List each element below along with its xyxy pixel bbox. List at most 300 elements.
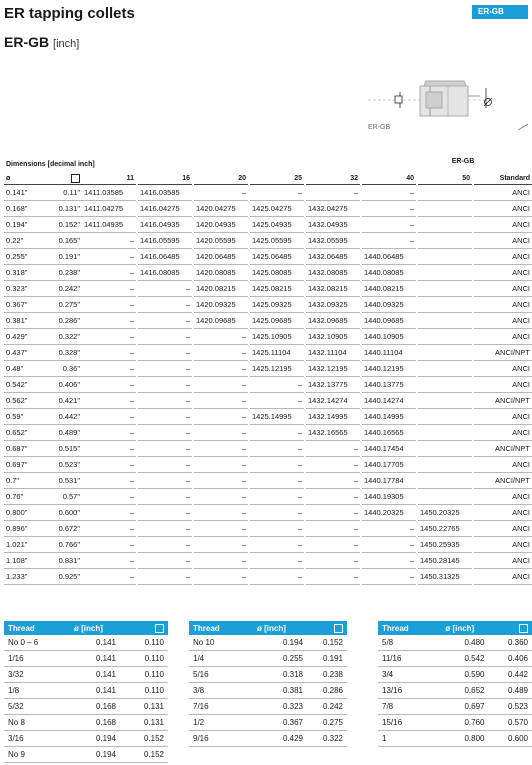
table-cell: [418, 377, 472, 393]
table-cell: –: [306, 185, 360, 201]
table-cell: 1425.14995: [250, 409, 304, 425]
thread-table-3: [378, 621, 532, 747]
table-cell: –: [250, 521, 304, 537]
thread-row: [189, 715, 347, 731]
table-cell: 0.652": [4, 425, 46, 441]
thread-cell: 0.141: [70, 635, 120, 651]
table-cell: 1411.04935: [82, 217, 136, 233]
table-row: [4, 329, 532, 345]
col-square: [489, 621, 532, 635]
table-cell: –: [362, 217, 416, 233]
table-cell: 1440.06485: [362, 249, 416, 265]
table-cell: 1420.08085: [194, 265, 248, 281]
square-icon: [519, 624, 528, 633]
subtitle-text: ER-GB: [4, 34, 50, 50]
thread-cell: 0.323: [253, 699, 307, 715]
thread-cell: 0.131: [120, 715, 168, 731]
thread-cell: 0.131: [120, 699, 168, 715]
table-cell: 0.766": [46, 537, 82, 553]
col-50: 50: [418, 172, 472, 185]
thread-cell: 7/8: [378, 699, 441, 715]
table-cell: 0.531": [46, 473, 82, 489]
table-cell: –: [82, 537, 136, 553]
table-row: [4, 457, 532, 473]
table-cell: 1440.17454: [362, 441, 416, 457]
thread-row: [378, 651, 532, 667]
table-cell: –: [138, 377, 192, 393]
table-row: [4, 185, 532, 201]
table-cell: ANCI: [474, 489, 532, 505]
table-cell: –: [194, 329, 248, 345]
col-inch: ø [inch]: [441, 621, 488, 635]
thread-row: [189, 651, 347, 667]
thread-row: [4, 699, 168, 715]
thread-cell: 5/16: [189, 667, 253, 683]
table-cell: 0.687": [4, 441, 46, 457]
table-cell: ANCI: [474, 569, 532, 585]
table-cell: 0.57": [46, 489, 82, 505]
thread-cell: 0.800: [441, 731, 488, 747]
thread-row: [189, 699, 347, 715]
table-cell: –: [306, 457, 360, 473]
table-cell: 1420.09325: [194, 297, 248, 313]
table-row: [4, 441, 532, 457]
table-row: [4, 569, 532, 585]
table-row: [4, 425, 532, 441]
thread-cell: 15/16: [378, 715, 441, 731]
table-cell: –: [250, 505, 304, 521]
col-diameter: ø: [4, 172, 46, 185]
table-cell: 0.242": [46, 281, 82, 297]
table-cell: 0.421": [46, 393, 82, 409]
table-cell: –: [194, 569, 248, 585]
table-cell: [418, 249, 472, 265]
col-thread: Thread: [4, 621, 70, 635]
table-cell: ANCI: [474, 425, 532, 441]
table-cell: 0.406": [46, 377, 82, 393]
table-cell: –: [306, 521, 360, 537]
table-cell: –: [82, 345, 136, 361]
table-cell: –: [194, 537, 248, 553]
table-cell: 1411.04275: [82, 201, 136, 217]
table-cell: 1450.31325: [418, 569, 472, 585]
collet-table: [4, 172, 532, 585]
table-cell: 1425.06485: [250, 249, 304, 265]
table-cell: 1420.04275: [194, 201, 248, 217]
thread-cell: 0.406: [489, 651, 532, 667]
thread-cell: 13/16: [378, 683, 441, 699]
thread-cell: 0.760: [441, 715, 488, 731]
table-cell: 1416.04935: [138, 217, 192, 233]
table-cell: [418, 425, 472, 441]
table-cell: –: [138, 457, 192, 473]
table-cell: [418, 185, 472, 201]
col-20: 20: [194, 172, 248, 185]
table-cell: ANCI: [474, 249, 532, 265]
table-cell: 1425.04275: [250, 201, 304, 217]
table-cell: 1440.19305: [362, 489, 416, 505]
table-row: [4, 297, 532, 313]
table-cell: 1440.10905: [362, 329, 416, 345]
col-standard: Standard: [474, 172, 532, 185]
table-cell: 1432.04275: [306, 201, 360, 217]
thread-table-header: [189, 621, 347, 635]
table-cell: 0.523": [46, 457, 82, 473]
thread-cell: 0.152: [120, 747, 168, 763]
table-cell: –: [138, 393, 192, 409]
table-cell: 1450.25935: [418, 537, 472, 553]
table-cell: 1432.04935: [306, 217, 360, 233]
table-cell: 1416.03585: [138, 185, 192, 201]
table-cell: –: [82, 425, 136, 441]
table-cell: 1432.08085: [306, 265, 360, 281]
thread-cell: 0.168: [70, 715, 120, 731]
col-square: [307, 621, 347, 635]
table-cell: –: [82, 249, 136, 265]
table-cell: –: [250, 441, 304, 457]
table-row: [4, 313, 532, 329]
table-cell: –: [362, 569, 416, 585]
table-cell: 1425.09685: [250, 313, 304, 329]
table-cell: 1432.13775: [306, 377, 360, 393]
col-11: 11: [82, 172, 136, 185]
thread-cell: 0.480: [441, 635, 488, 651]
table-cell: 1432.09325: [306, 297, 360, 313]
table-cell: 0.11": [46, 185, 82, 201]
table-cell: ANCI: [474, 329, 532, 345]
thread-table-1: [4, 621, 168, 763]
table-cell: –: [138, 345, 192, 361]
subtitle-unit: [inch]: [53, 38, 80, 50]
square-icon: [155, 624, 164, 633]
thread-cell: 3/8: [189, 683, 253, 699]
thread-cell: 0.152: [120, 731, 168, 747]
table-cell: ANCI/NPT: [474, 473, 532, 489]
table-cell: –: [306, 537, 360, 553]
table-cell: [418, 313, 472, 329]
thread-row: [4, 667, 168, 683]
table-row: [4, 377, 532, 393]
table-cell: 0.697": [4, 457, 46, 473]
thread-row: [378, 699, 532, 715]
table-cell: 1425.09325: [250, 297, 304, 313]
table-cell: 0.442": [46, 409, 82, 425]
table-cell: [418, 489, 472, 505]
thread-cell: 5/8: [378, 635, 441, 651]
table-cell: –: [138, 441, 192, 457]
table-cell: –: [250, 489, 304, 505]
table-cell: 1.108": [4, 553, 46, 569]
table-cell: 1432.16565: [306, 425, 360, 441]
table-cell: 0.48": [4, 361, 46, 377]
square-icon: [334, 624, 343, 633]
table-cell: –: [82, 521, 136, 537]
thread-cell: No 0 – 6: [4, 635, 70, 651]
table-cell: ANCI: [474, 457, 532, 473]
thread-cell: 0.110: [120, 635, 168, 651]
thread-cell: 1/2: [189, 715, 253, 731]
table-cell: –: [138, 409, 192, 425]
col-thread: Thread: [378, 621, 441, 635]
thread-cell: 1/4: [189, 651, 253, 667]
table-cell: [418, 441, 472, 457]
table-cell: 1440.09685: [362, 313, 416, 329]
thread-cell: 0.360: [489, 635, 532, 651]
table-cell: [418, 473, 472, 489]
table-cell: ANCI: [474, 537, 532, 553]
thread-cell: 3/16: [4, 731, 70, 747]
table-cell: –: [250, 425, 304, 441]
table-cell: 0.191": [46, 249, 82, 265]
table-cell: 1420.05595: [194, 233, 248, 249]
thread-cell: 0.697: [441, 699, 488, 715]
table-cell: [418, 393, 472, 409]
thread-cell: 7/16: [189, 699, 253, 715]
table-cell: 1432.06485: [306, 249, 360, 265]
table-cell: –: [138, 313, 192, 329]
table-cell: ANCI: [474, 521, 532, 537]
table-cell: ANCI/NPT: [474, 393, 532, 409]
table-row: [4, 249, 532, 265]
table-cell: 0.59": [4, 409, 46, 425]
table-cell: 1425.08085: [250, 265, 304, 281]
table-cell: 1432.14995: [306, 409, 360, 425]
table-cell: –: [194, 393, 248, 409]
table-cell: –: [194, 377, 248, 393]
table-cell: –: [194, 361, 248, 377]
table-cell: –: [82, 377, 136, 393]
table-cell: –: [194, 505, 248, 521]
table-cell: 1440.13775: [362, 377, 416, 393]
col-16: 16: [138, 172, 192, 185]
table-cell: 1416.06485: [138, 249, 192, 265]
table-row: [4, 361, 532, 377]
thread-cell: 0.152: [307, 635, 347, 651]
thread-row: [378, 635, 532, 651]
table-cell: ANCI: [474, 505, 532, 521]
table-row: [4, 537, 532, 553]
table-cell: 1411.03585: [82, 185, 136, 201]
thread-cell: 0.191: [307, 651, 347, 667]
table-cell: –: [194, 473, 248, 489]
table-cell: –: [250, 553, 304, 569]
table-cell: –: [82, 489, 136, 505]
thread-table-header: [4, 621, 168, 635]
thread-cell: 0.110: [120, 667, 168, 683]
thread-row: [189, 731, 347, 747]
table-cell: 0.194": [4, 217, 46, 233]
table-cell: –: [138, 425, 192, 441]
table-cell: 1440.14995: [362, 409, 416, 425]
table-cell: 1440.14274: [362, 393, 416, 409]
table-cell: 1432.14274: [306, 393, 360, 409]
col-32: 32: [306, 172, 360, 185]
table-cell: 1425.08215: [250, 281, 304, 297]
table-cell: 1416.04275: [138, 201, 192, 217]
col-square: [120, 621, 168, 635]
thread-row: [4, 731, 168, 747]
thread-cell: 0.570: [489, 715, 532, 731]
table-cell: –: [82, 409, 136, 425]
table-cell: ANCI: [474, 233, 532, 249]
table-cell: 1440.12195: [362, 361, 416, 377]
table-cell: [418, 233, 472, 249]
table-cell: –: [362, 537, 416, 553]
thread-cell: 0.489: [489, 683, 532, 699]
col-inch: ø [inch]: [70, 621, 120, 635]
table-cell: –: [138, 537, 192, 553]
thread-cell: 0.600: [489, 731, 532, 747]
thread-cell: No 8: [4, 715, 70, 731]
dimensions-label: Dimensions [decimal inch]: [6, 161, 95, 168]
table-cell: 1450.28145: [418, 553, 472, 569]
table-cell: –: [250, 537, 304, 553]
thread-row: [4, 651, 168, 667]
thread-row: [4, 683, 168, 699]
table-cell: 1432.10905: [306, 329, 360, 345]
table-cell: –: [138, 489, 192, 505]
table-cell: –: [138, 329, 192, 345]
table-cell: 0.515": [46, 441, 82, 457]
table-cell: 0.831": [46, 553, 82, 569]
table-cell: –: [138, 473, 192, 489]
table-cell: 0.562": [4, 393, 46, 409]
table-cell: 1420.06485: [194, 249, 248, 265]
table-cell: –: [306, 505, 360, 521]
table-cell: 1425.10905: [250, 329, 304, 345]
thread-cell: 0.322: [307, 731, 347, 747]
thread-cell: 0.542: [441, 651, 488, 667]
thread-cell: 5/32: [4, 699, 70, 715]
table-row: [4, 345, 532, 361]
table-row: [4, 489, 532, 505]
table-cell: 1440.20325: [362, 505, 416, 521]
table-row: [4, 281, 532, 297]
table-cell: 1432.12195: [306, 361, 360, 377]
thread-cell: 1/16: [4, 651, 70, 667]
table-cell: 0.672": [46, 521, 82, 537]
table-cell: 0.238": [46, 265, 82, 281]
table-cell: ANCI: [474, 409, 532, 425]
col-40: 40: [362, 172, 416, 185]
table-cell: [418, 217, 472, 233]
table-cell: [418, 457, 472, 473]
table-cell: 0.141": [4, 185, 46, 201]
table-row: [4, 409, 532, 425]
table-cell: 0.925": [46, 569, 82, 585]
thread-cell: 0.194: [70, 747, 120, 763]
table-cell: ANCI: [474, 201, 532, 217]
table-cell: [418, 409, 472, 425]
table-cell: –: [362, 521, 416, 537]
col-inch: ø [inch]: [253, 621, 307, 635]
table-cell: 0.800": [4, 505, 46, 521]
table-cell: –: [82, 553, 136, 569]
table-cell: 1432.05595: [306, 233, 360, 249]
table-cell: 1416.08085: [138, 265, 192, 281]
table-cell: –: [138, 361, 192, 377]
table-cell: 0.600": [46, 505, 82, 521]
thread-row: [4, 635, 168, 651]
table-cell: –: [82, 441, 136, 457]
col-square: [46, 172, 82, 185]
thread-table-2: [189, 621, 347, 747]
table-cell: 0.22": [4, 233, 46, 249]
thread-cell: 0.590: [441, 667, 488, 683]
table-cell: [418, 361, 472, 377]
thread-cell: 0.286: [307, 683, 347, 699]
table-cell: –: [306, 441, 360, 457]
thread-cell: 11/16: [378, 651, 441, 667]
table-cell: 1450.20325: [418, 505, 472, 521]
table-cell: –: [306, 473, 360, 489]
table-cell: –: [82, 297, 136, 313]
table-cell: ANCI: [474, 297, 532, 313]
table-cell: –: [194, 553, 248, 569]
table-cell: –: [138, 505, 192, 521]
col-25: 25: [250, 172, 304, 185]
collet-drawing-icon: [368, 78, 528, 148]
group-label: ER-GB: [451, 158, 475, 165]
table-row: [4, 473, 532, 489]
table-row: [4, 233, 532, 249]
table-cell: 1440.08215: [362, 281, 416, 297]
thread-cell: 0.141: [70, 667, 120, 683]
thread-cell: 3/32: [4, 667, 70, 683]
thread-cell: 9/16: [189, 731, 253, 747]
table-cell: [418, 201, 472, 217]
table-cell: 0.542": [4, 377, 46, 393]
thread-cell: 3/4: [378, 667, 441, 683]
table-cell: 0.323": [4, 281, 46, 297]
table-cell: 1450.22765: [418, 521, 472, 537]
table-cell: 1420.08215: [194, 281, 248, 297]
thread-cell: 0.238: [307, 667, 347, 683]
thread-row: [4, 715, 168, 731]
table-cell: [418, 345, 472, 361]
table-cell: –: [250, 457, 304, 473]
thread-cell: 0.429: [253, 731, 307, 747]
table-cell: 1420.09685: [194, 313, 248, 329]
table-cell: ANCI/NPT: [474, 441, 532, 457]
table-cell: 0.7": [4, 473, 46, 489]
page-subtitle: [4, 34, 79, 50]
table-cell: –: [82, 313, 136, 329]
thread-cell: 0.275: [307, 715, 347, 731]
table-cell: ANCI: [474, 313, 532, 329]
collet-drawing: [368, 78, 528, 148]
table-cell: –: [250, 473, 304, 489]
table-row: [4, 393, 532, 409]
table-row: [4, 505, 532, 521]
table-cell: –: [138, 553, 192, 569]
table-cell: 0.322": [46, 329, 82, 345]
table-cell: –: [362, 553, 416, 569]
table-cell: –: [306, 489, 360, 505]
table-cell: –: [194, 425, 248, 441]
table-row: [4, 217, 532, 233]
thread-table-2-body: [189, 635, 347, 747]
table-cell: 1440.09325: [362, 297, 416, 313]
table-cell: 0.76": [4, 489, 46, 505]
table-cell: [418, 265, 472, 281]
table-cell: 1432.08215: [306, 281, 360, 297]
table-cell: 1416.05595: [138, 233, 192, 249]
section-tag: ER-GB: [472, 5, 528, 19]
thread-row: [378, 683, 532, 699]
table-cell: –: [194, 409, 248, 425]
table-cell: –: [194, 441, 248, 457]
